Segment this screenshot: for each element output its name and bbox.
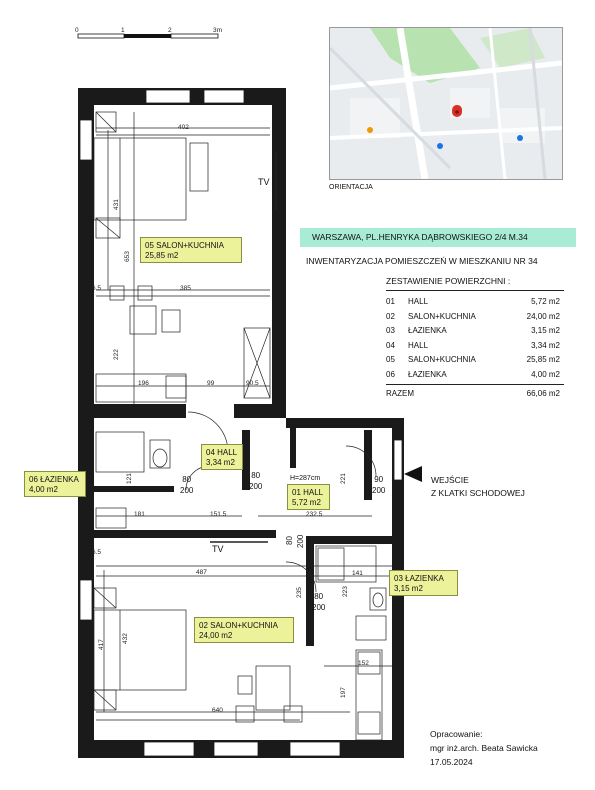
room-name: 06 ŁAZIENKA bbox=[29, 475, 79, 484]
room-name: 03 ŁAZIENKA bbox=[394, 574, 444, 583]
room-area: 24,00 m2 bbox=[199, 631, 233, 640]
room-area: 3,15 m2 bbox=[394, 584, 423, 593]
row-no: 01 bbox=[386, 297, 395, 306]
dim-6-5-lower: 6.5 bbox=[92, 549, 102, 556]
credit-line-1: Opracowanie: bbox=[430, 729, 483, 739]
dim-653: 653 bbox=[124, 251, 131, 262]
scale-tick-2: 2 bbox=[168, 27, 172, 34]
room-area: 5,72 m2 bbox=[292, 498, 321, 507]
dim-152: 152 bbox=[358, 660, 369, 667]
room-tag-01 bbox=[287, 484, 330, 510]
tv-label-lower: TV bbox=[212, 544, 224, 554]
door-height: 200 bbox=[249, 482, 263, 491]
dim-431: 431 bbox=[113, 199, 120, 210]
dim-487: 487 bbox=[196, 569, 207, 576]
door-size-02-width: 80 bbox=[285, 536, 294, 545]
dim-235: 235 bbox=[296, 587, 303, 598]
room-area: 25,85 m2 bbox=[145, 251, 179, 260]
door-size-02-height: 200 bbox=[296, 534, 305, 548]
scale-tick-3m: 3m bbox=[213, 27, 223, 34]
room-tag-03 bbox=[389, 570, 458, 596]
row-area: 3,34 m2 bbox=[531, 340, 560, 350]
scale-tick-1: 1 bbox=[121, 27, 125, 34]
summary-title: ZESTAWIENIE POWIERZCHNI : bbox=[386, 276, 564, 291]
dim-196: 196 bbox=[138, 380, 149, 387]
dim-141: 141 bbox=[352, 570, 363, 577]
address-banner: WARSZAWA, PL.HENRYKA DĄBROWSKIEGO 2/4 M.34 bbox=[300, 228, 576, 247]
door-size-04 bbox=[249, 470, 262, 492]
row-no: 02 bbox=[386, 311, 395, 321]
dim-181: 181 bbox=[134, 511, 145, 518]
author-credit bbox=[430, 727, 538, 769]
row-no: 05 bbox=[386, 355, 395, 364]
dim-222: 222 bbox=[113, 349, 120, 360]
room-area: 4,00 m2 bbox=[29, 485, 58, 494]
door-width: 80 bbox=[314, 592, 324, 601]
row-area: 25,85 m2 bbox=[526, 355, 560, 364]
entrance-label-2: Z KLATKI SCHODOWEJ bbox=[431, 488, 525, 498]
dim-121: 121 bbox=[126, 473, 133, 484]
row-name: ŁAZIENKA bbox=[408, 326, 447, 335]
room-name: 05 SALON+KUCHNIA bbox=[145, 241, 224, 250]
row-name: HALL bbox=[408, 297, 429, 306]
dim-223: 223 bbox=[342, 586, 349, 597]
row-name: HALL bbox=[408, 340, 429, 350]
door-width: 90 bbox=[374, 475, 384, 484]
credit-line-2: mgr inż.arch. Beata Sawicka bbox=[430, 743, 538, 753]
ceiling-height: H=287cm bbox=[290, 475, 321, 482]
row-area: 5,72 m2 bbox=[531, 297, 560, 306]
dim-417: 417 bbox=[98, 639, 105, 650]
row-no: 03 bbox=[386, 326, 395, 335]
walls bbox=[78, 88, 404, 758]
row-name: SALON+KUCHNIA bbox=[408, 355, 476, 364]
dim-640: 640 bbox=[212, 707, 223, 714]
dim-6-5-upper: 6.5 bbox=[92, 285, 102, 292]
dim-432: 432 bbox=[122, 633, 129, 644]
door-height: 200 bbox=[180, 486, 194, 495]
row-area: 4,00 m2 bbox=[531, 369, 560, 379]
room-name: 04 HALL bbox=[206, 448, 238, 457]
door-size-03 bbox=[312, 591, 325, 613]
dim-385: 385 bbox=[180, 285, 191, 292]
row-area: 3,15 m2 bbox=[531, 326, 560, 335]
row-no: 06 bbox=[386, 369, 395, 379]
scale-tick-0: 0 bbox=[75, 27, 79, 34]
credit-date: 17.05.2024 bbox=[430, 757, 473, 767]
total-label: RAZEM bbox=[386, 389, 414, 398]
row-area: 24,00 m2 bbox=[526, 311, 560, 321]
door-width: 80 bbox=[251, 471, 261, 480]
room-tag-05 bbox=[140, 237, 242, 263]
door-size-06 bbox=[180, 474, 193, 496]
row-name: ŁAZIENKA bbox=[408, 369, 447, 379]
door-height: 200 bbox=[312, 603, 326, 612]
entrance-label-1: WEJŚCIE bbox=[431, 475, 469, 485]
room-tag-06 bbox=[24, 471, 86, 497]
dim-197: 197 bbox=[340, 687, 347, 698]
dim-90-5: 90.5 bbox=[246, 380, 259, 387]
dim-151-5: 151.5 bbox=[210, 511, 227, 518]
room-name: 01 HALL bbox=[292, 488, 324, 497]
inventory-title: INWENTARYZACJA POMIESZCZEŃ W MIESZKANIU NR 34 bbox=[306, 256, 538, 266]
door-width: 80 bbox=[182, 475, 192, 484]
total-area: 66,06 m2 bbox=[526, 389, 560, 398]
orientation-label: ORIENTACJA bbox=[329, 184, 373, 191]
dim-402: 402 bbox=[178, 124, 189, 131]
door-height: 200 bbox=[372, 486, 386, 495]
dim-99: 99 bbox=[207, 380, 215, 387]
room-tag-04 bbox=[201, 444, 243, 470]
room-tag-02 bbox=[194, 617, 294, 643]
door-size-entry bbox=[372, 474, 385, 496]
room-area: 3,34 m2 bbox=[206, 458, 235, 467]
dim-221: 221 bbox=[340, 473, 347, 484]
tv-label-upper: TV bbox=[258, 177, 270, 187]
row-no: 04 bbox=[386, 340, 395, 350]
room-name: 02 SALON+KUCHNIA bbox=[199, 621, 278, 630]
dim-232-5: 232.5 bbox=[306, 511, 323, 518]
entrance-arrow-icon bbox=[404, 466, 422, 482]
row-name: SALON+KUCHNIA bbox=[408, 311, 476, 321]
